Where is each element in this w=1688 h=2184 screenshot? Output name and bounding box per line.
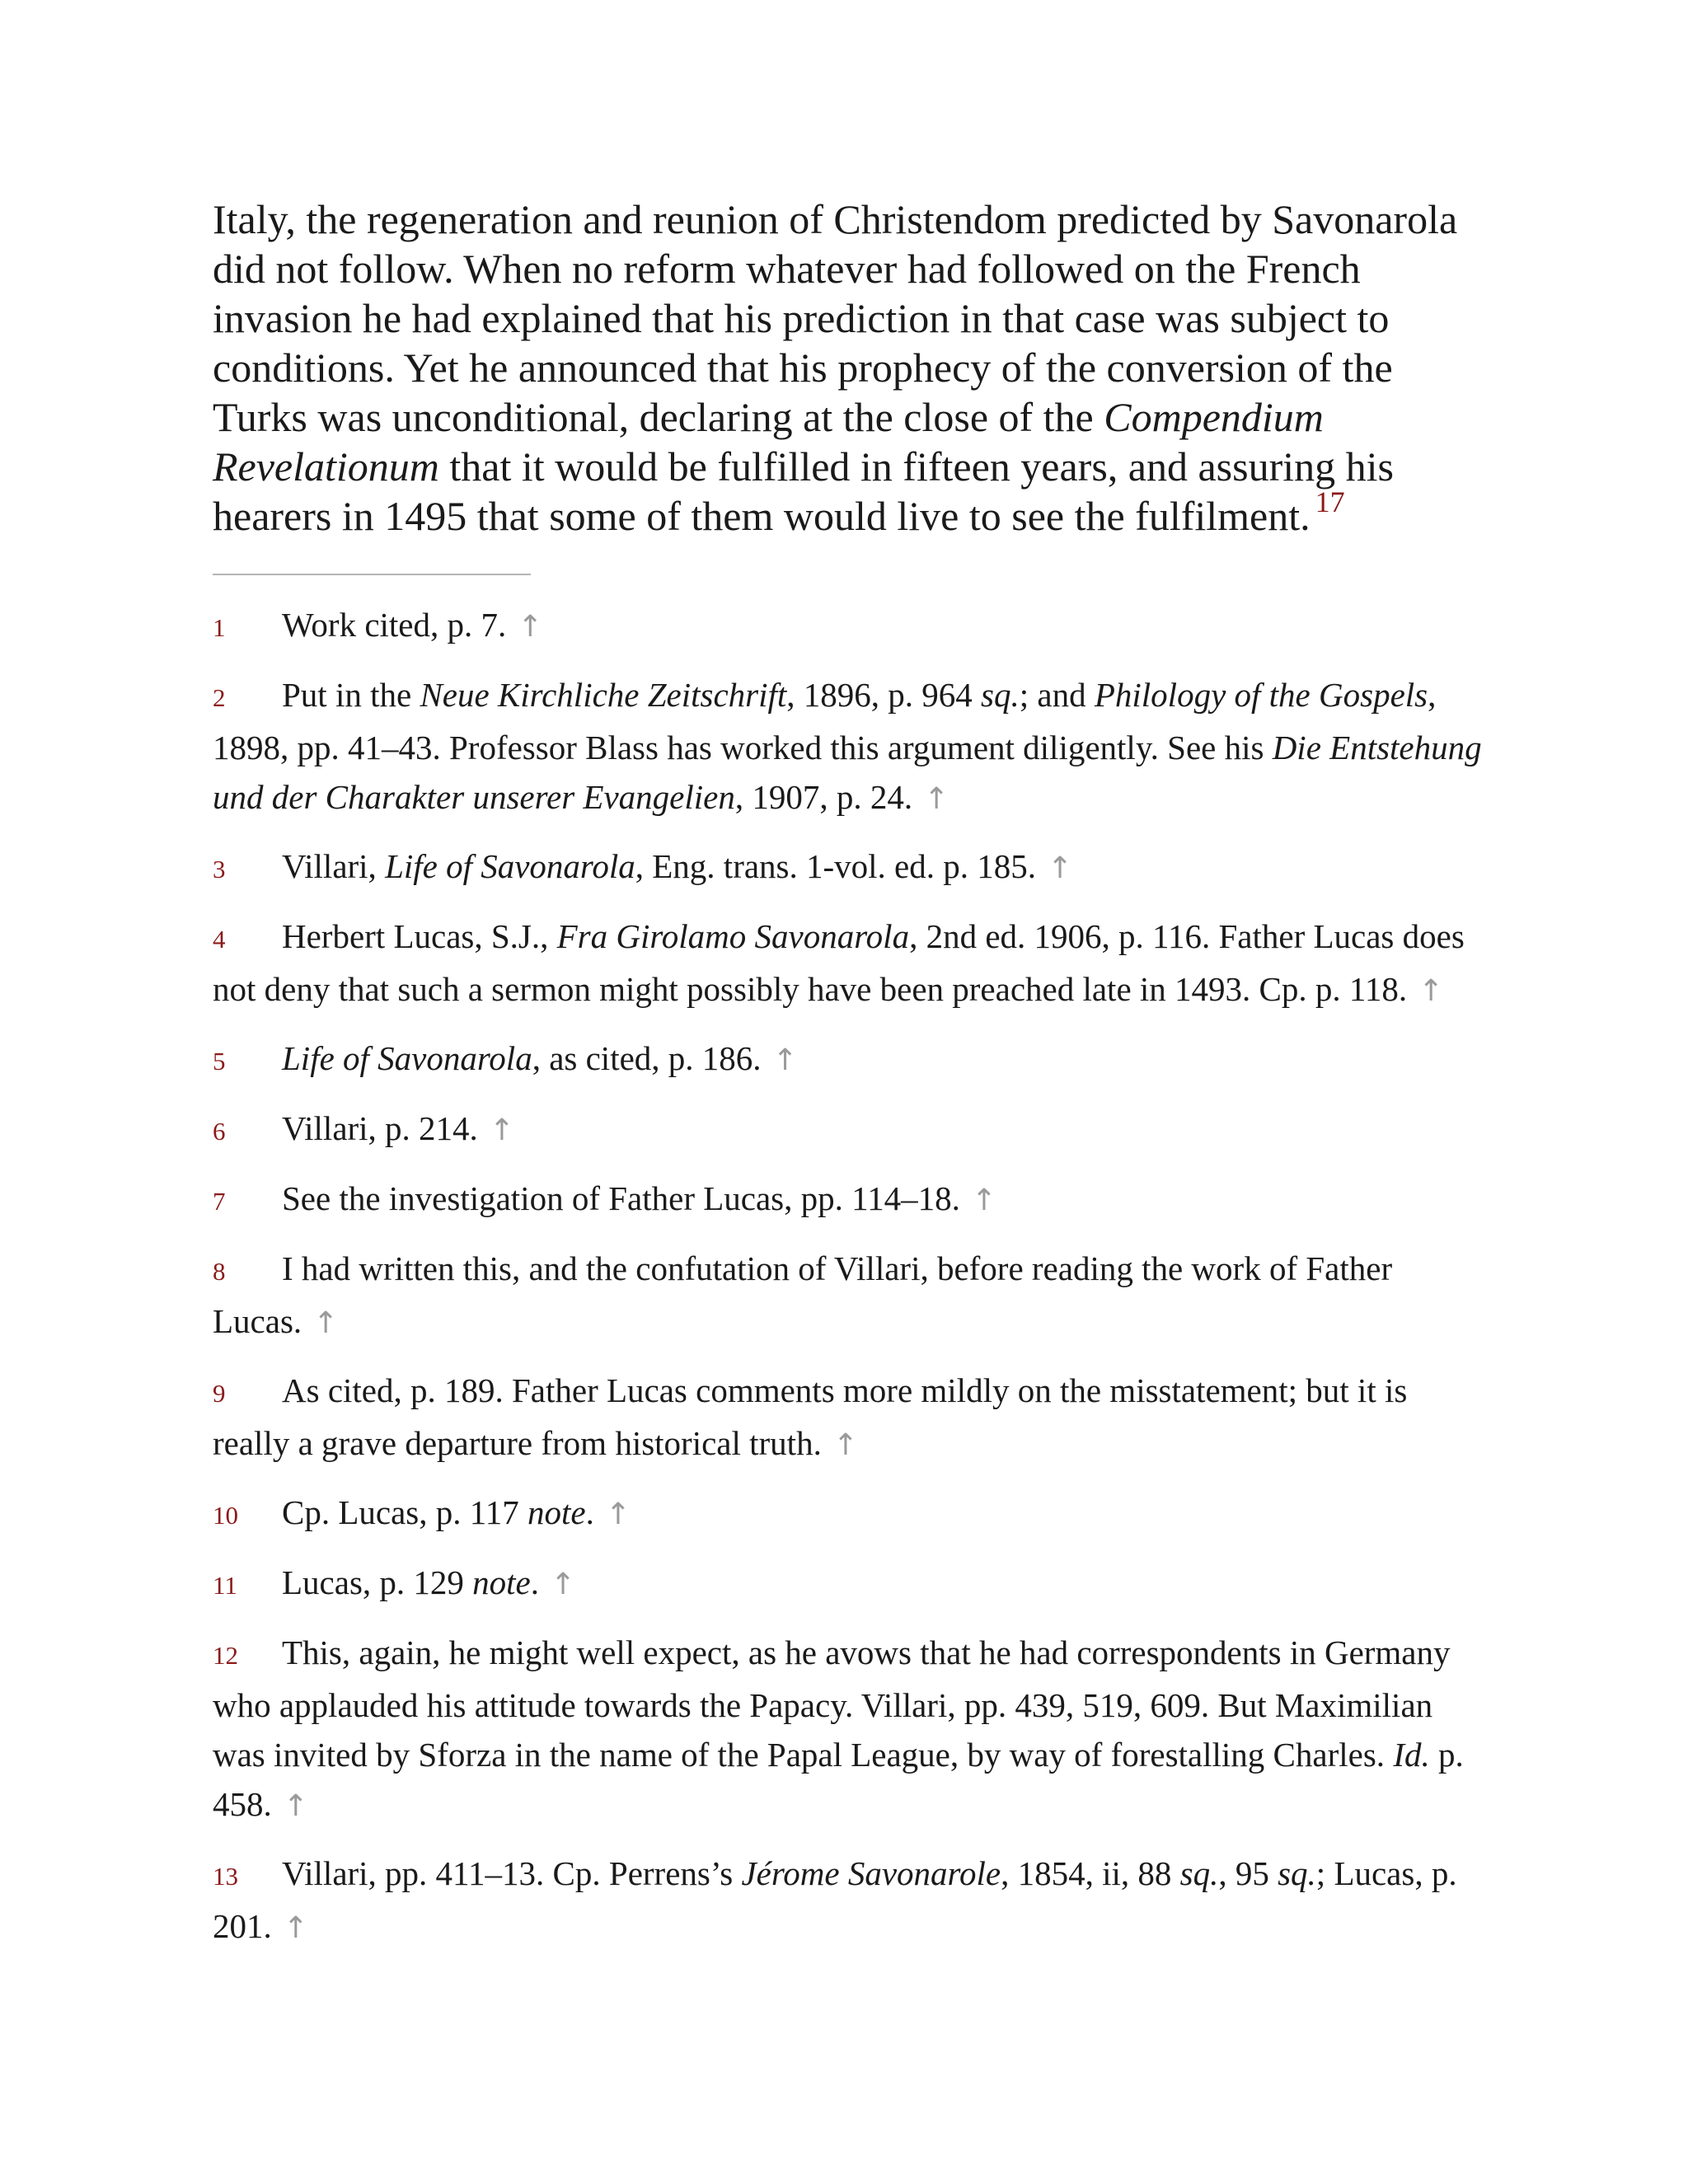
footnote-text: As cited, p. 189. Father Lucas comments more mildly on the misstatement; but it is really a grave departure from historical truth. (213, 1371, 1408, 1462)
footnote-number: 13 (213, 1862, 238, 1891)
footnote-12 (213, 1628, 1482, 1831)
footnote-number: 6 (213, 1117, 226, 1146)
back-arrow-icon[interactable]: ↑ (924, 782, 950, 816)
footnote-italic: Fra Girolamo Savonarola (556, 917, 910, 955)
footnote-text: Work cited, p. 7. (282, 606, 507, 644)
footnote-text: Villari, (282, 847, 386, 885)
footnote-italic: Life of Savonarola (282, 1039, 532, 1077)
footnote-4 (213, 912, 1482, 1016)
footnote-text: Herbert Lucas, S.J., (282, 917, 557, 955)
footnote-text: Cp. Lucas, p. 117 (282, 1493, 528, 1531)
footnote-text: , as cited, p. 186. (532, 1039, 762, 1077)
footnote-text: , 1907, p. 24. (734, 778, 913, 816)
footnote-text: , 2nd ed. 1906, p. 116. Father Lucas does not deny that such a sermon might possibly have been preached late in 1493. Cp. p. 118. (213, 917, 1465, 1008)
footnote-number: 3 (213, 855, 226, 883)
back-arrow-icon[interactable]: ↑ (971, 1183, 997, 1217)
footnote-text: Lucas, p. 129 (282, 1563, 473, 1601)
footnote-number: 8 (213, 1257, 226, 1286)
footnote-text: Villari, pp. 411–13. Cp. Perrens’s (282, 1854, 742, 1892)
back-arrow-icon[interactable]: ↑ (489, 1113, 514, 1147)
footnote-7 (213, 1174, 1482, 1226)
footnote-text: ; Lucas, p. 201. (213, 1854, 1457, 1945)
footnote-text: Put in the (282, 676, 420, 714)
footnote-number: 5 (213, 1047, 226, 1076)
footnote-italic: sq. (1278, 1854, 1316, 1892)
footnote-9 (213, 1366, 1482, 1470)
footnote-8 (213, 1244, 1482, 1348)
footnote-italic: sq. (981, 676, 1020, 714)
back-arrow-icon[interactable]: ↑ (551, 1568, 576, 1601)
footnote-6 (213, 1104, 1482, 1156)
footnote-italic: Die Entstehung und der Charakter unserer Evangelien (213, 729, 1482, 816)
footnote-text: , Eng. trans. 1-vol. ed. p. 185. (635, 847, 1036, 885)
main-paragraph (213, 194, 1482, 541)
footnote-5 (213, 1033, 1482, 1086)
footnote-text: See the investigation of Father Lucas, pp. 114–18. (282, 1179, 960, 1217)
footnote-3 (213, 841, 1482, 894)
footnote-text: , 1896, p. 964 (786, 676, 982, 714)
footnote-text: Villari, p. 214. (282, 1109, 478, 1147)
footnote-text: , 1898, pp. 41–43. Professor Blass has worked this argument diligently. See his (213, 676, 1437, 766)
back-arrow-icon[interactable]: ↑ (772, 1043, 798, 1077)
footnote-italic: Neue Kirchliche Zeitschrift (420, 676, 787, 714)
footnote-text: ; and (1019, 676, 1095, 714)
footnote-ref-17[interactable]: 17 (1315, 485, 1345, 518)
footnote-number: 4 (213, 925, 226, 954)
back-arrow-icon[interactable]: ↑ (283, 1911, 308, 1945)
footnote-divider (213, 574, 531, 575)
document-page (213, 194, 1482, 1971)
back-arrow-icon[interactable]: ↑ (832, 1428, 858, 1462)
back-arrow-icon[interactable]: ↑ (1048, 851, 1073, 885)
paragraph-italic-title: Compendium Revelationum (213, 394, 1324, 490)
footnote-number: 11 (213, 1571, 237, 1600)
footnote-2 (213, 670, 1482, 824)
footnote-number: 10 (213, 1501, 238, 1530)
footnote-10 (213, 1488, 1482, 1540)
footnote-text: . (530, 1563, 539, 1601)
footnote-number: 9 (213, 1379, 226, 1408)
footnote-text: , 1854, ii, 88 (1001, 1854, 1180, 1892)
back-arrow-icon[interactable]: ↑ (283, 1789, 308, 1823)
footnote-italic: sq. (1179, 1854, 1219, 1892)
footnote-italic: note (527, 1493, 586, 1531)
footnote-italic: Life of Savonarola (385, 847, 635, 885)
back-arrow-icon[interactable]: ↑ (605, 1497, 631, 1531)
footnote-italic: Philology of the Gospels (1094, 676, 1428, 714)
paragraph-text: Italy, the regeneration and reunion of Christendom predicted by Savonarola did not follow. When no reform whatever had followed on the French invasion he had explained that his prediction in that case was subject to conditions. Yet he announced that his prophecy of the conversion of the Turks was unconditional, declaring at the close of the (213, 196, 1458, 440)
footnote-italic: Jérome Savonarole (741, 1854, 1001, 1892)
footnote-number: 2 (213, 683, 226, 712)
footnote-number: 12 (213, 1641, 238, 1670)
footnote-text: . (585, 1493, 594, 1531)
footnote-italic: note (472, 1563, 531, 1601)
footnote-13 (213, 1849, 1482, 1953)
footnote-1 (213, 600, 1482, 653)
footnote-text: This, again, he might well expect, as he avows that he had correspondents in Germany who applauded his attitude towards the Papacy. Villari, pp. 439, 519, 609. But Maximilian was invited by Sforza in the name of the Papal League, by way of forestalling Charles. (213, 1633, 1451, 1774)
footnote-number: 1 (213, 613, 226, 642)
footnote-number: 7 (213, 1187, 226, 1216)
footnote-text: I had written this, and the confutation of Villari, before reading the work of Father Lucas. (213, 1249, 1393, 1340)
back-arrow-icon[interactable]: ↑ (313, 1306, 339, 1340)
paragraph-text: that it would be fulfilled in fifteen years, and assuring his hearers in 1495 that some of them would live to see the fulfilment. (213, 443, 1394, 539)
back-arrow-icon[interactable]: ↑ (1418, 974, 1444, 1008)
footnote-italic: Id. (1393, 1736, 1430, 1774)
back-arrow-icon[interactable]: ↑ (518, 610, 543, 644)
footnote-text: p. 458. (213, 1736, 1464, 1823)
footnote-11 (213, 1558, 1482, 1610)
footnote-text: , 95 (1218, 1854, 1278, 1892)
